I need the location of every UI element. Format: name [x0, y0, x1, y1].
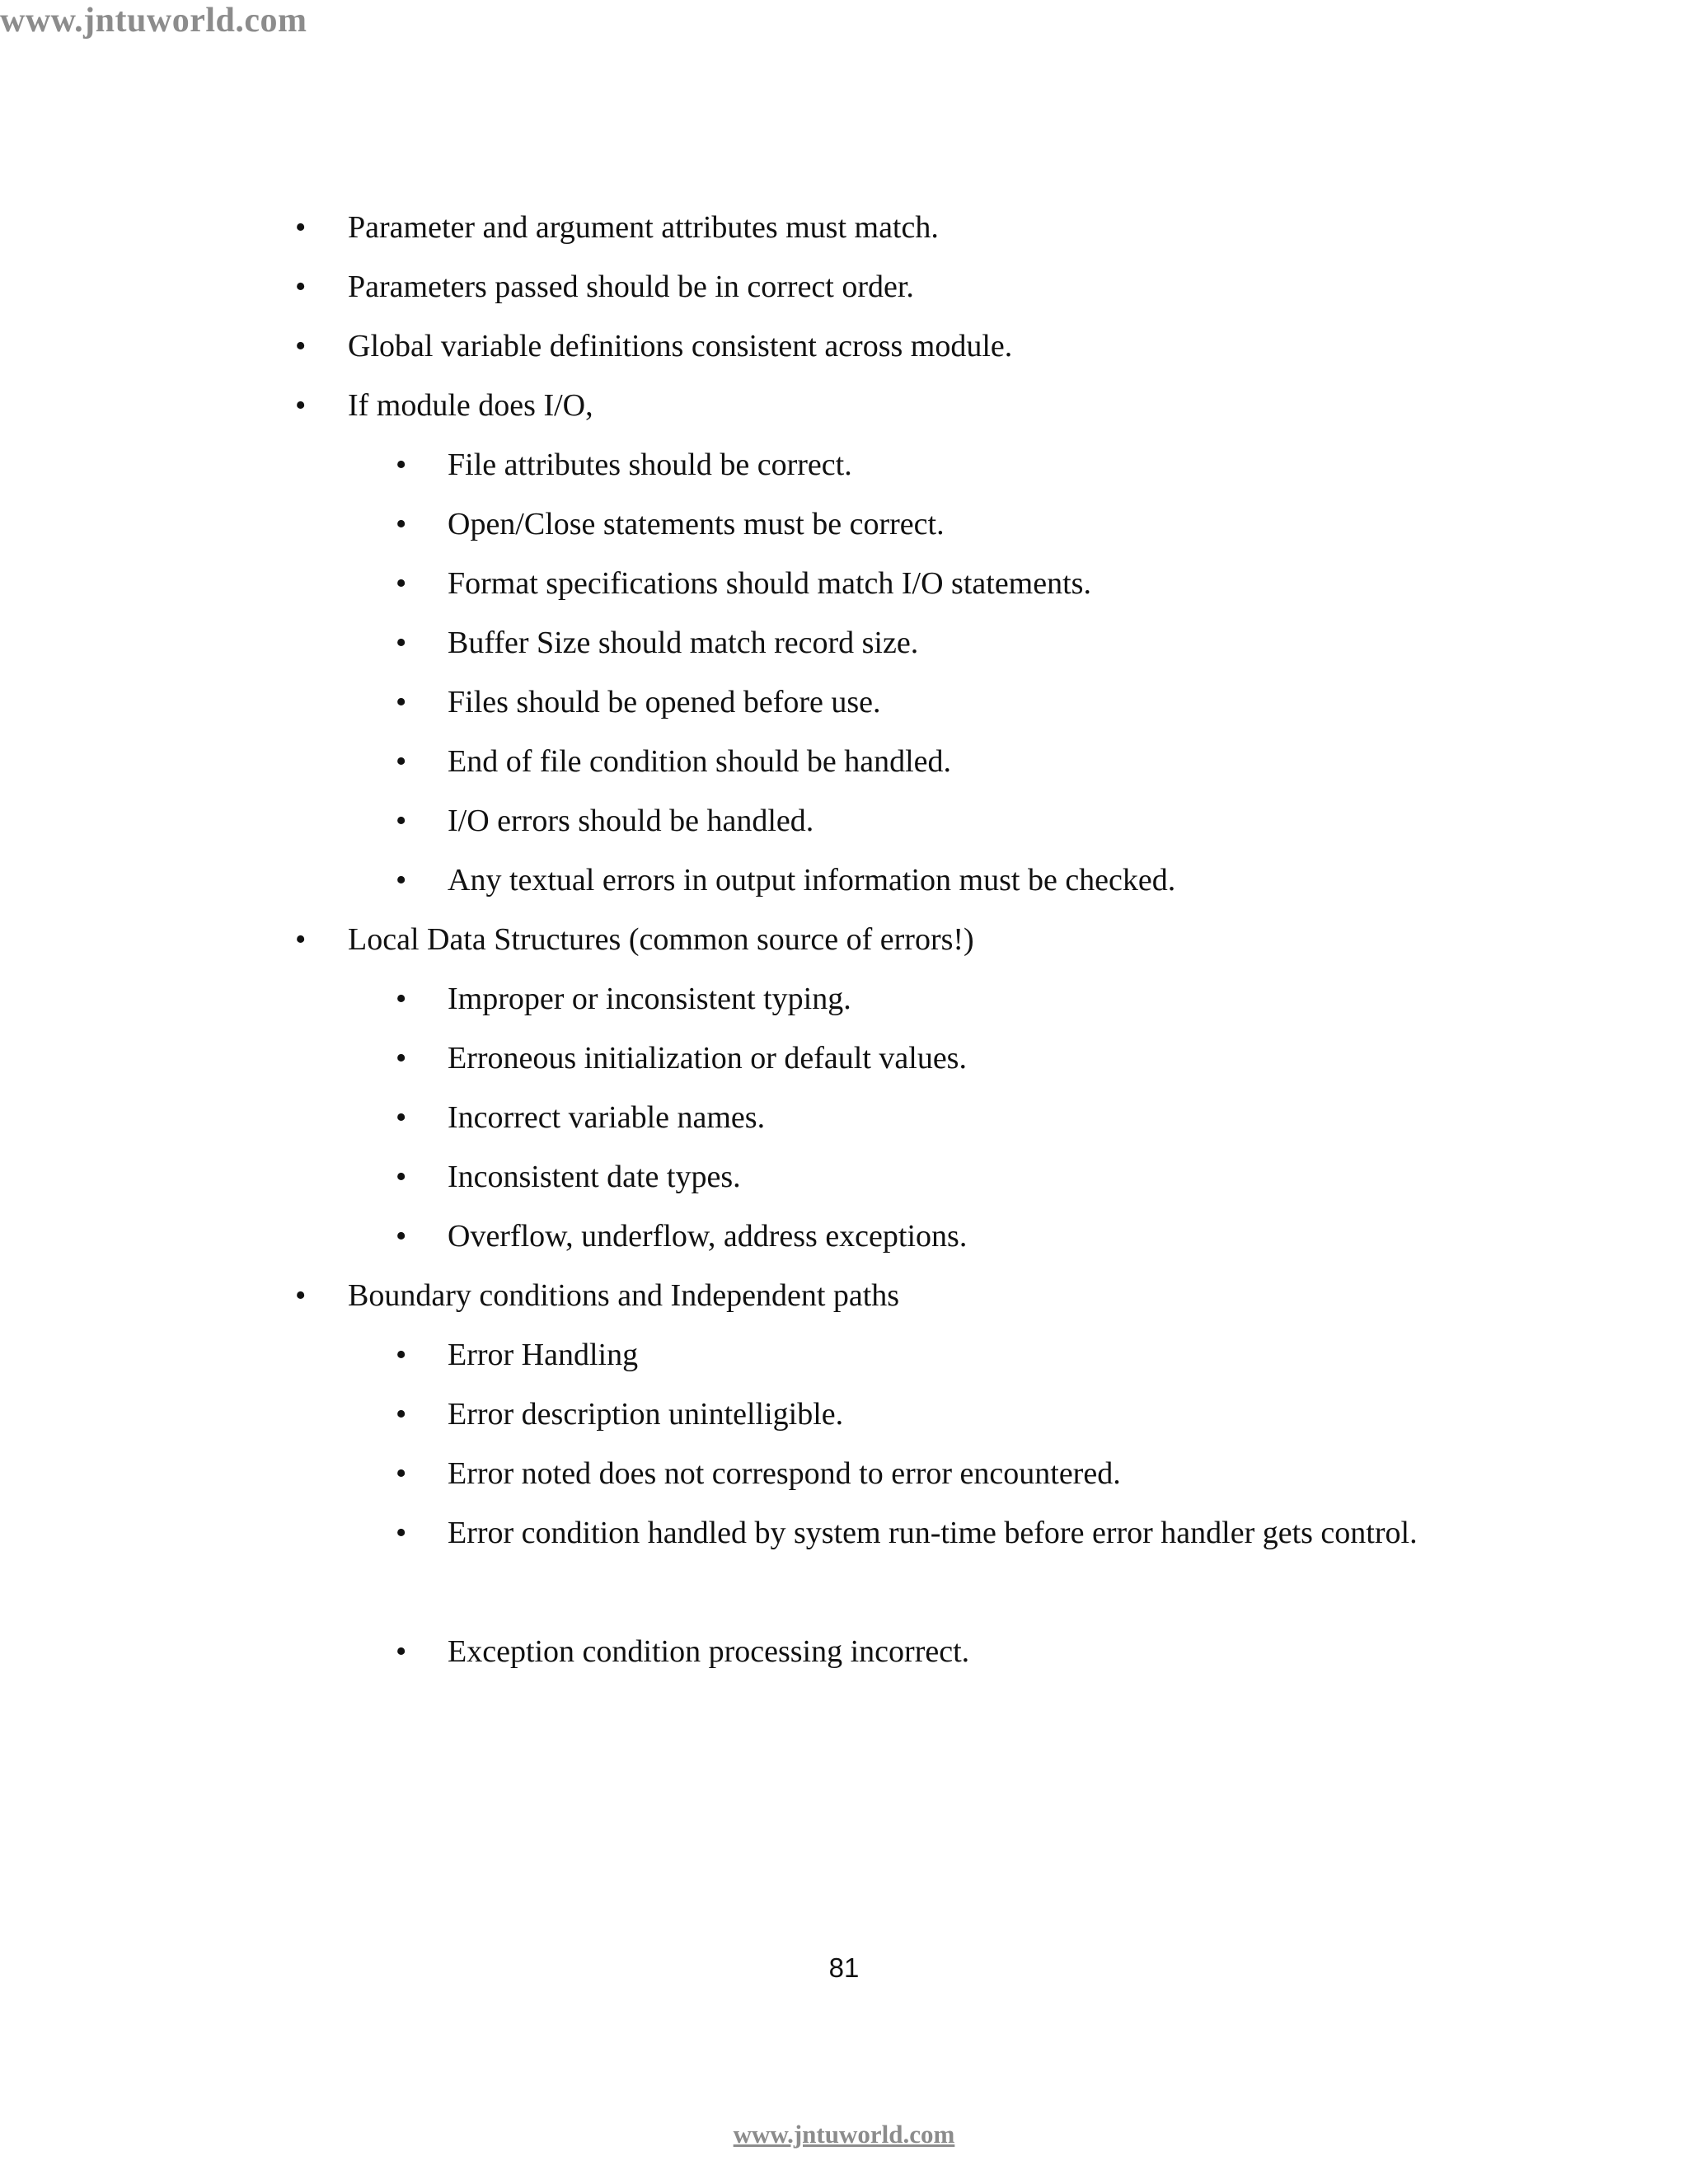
sub-list-item [0, 673, 1688, 732]
bullet-icon: • [396, 448, 407, 482]
bullet-icon: • [295, 210, 307, 245]
sub-list-item [0, 1088, 1688, 1147]
header-watermark: www.jntuworld.com [0, 2, 307, 40]
list-item-text: Parameter and argument attributes must match. [348, 210, 939, 245]
bullet-icon: • [295, 1278, 307, 1313]
bullet-list [0, 198, 1688, 1681]
list-item-text: File attributes should be correct. [448, 448, 852, 482]
bullet-icon: • [295, 388, 307, 423]
list-item [0, 376, 1688, 435]
list-item-text: Global variable definitions consistent across module. [348, 329, 1013, 363]
sub-list-item [0, 1147, 1688, 1207]
bullet-icon: • [396, 1456, 407, 1491]
list-item-text: Any textual errors in output information must be checked. [448, 863, 1176, 898]
list-item [0, 1266, 1688, 1325]
sub-list-item [0, 1207, 1688, 1266]
bullet-icon: • [396, 507, 407, 541]
bullet-icon: • [396, 566, 407, 601]
list-item-text: Open/Close statements must be correct. [448, 507, 945, 541]
list-item-text: Buffer Size should match record size. [448, 626, 919, 660]
sub-list-item [0, 1503, 1688, 1622]
bullet-icon: • [396, 744, 407, 779]
list-item-text: If module does I/O, [348, 388, 593, 423]
bullet-icon: • [396, 1160, 407, 1194]
list-item-text: End of file condition should be handled. [448, 744, 952, 779]
bullet-icon: • [396, 1219, 407, 1254]
bullet-icon: • [396, 1397, 407, 1432]
bullet-icon: • [396, 1041, 407, 1076]
page-number: 81 [828, 1952, 860, 1983]
sub-list-item [0, 1444, 1688, 1503]
sub-list-item [0, 613, 1688, 673]
bullet-icon: • [396, 804, 407, 838]
list-item [0, 198, 1688, 257]
list-item-text: Error Handling [448, 1338, 639, 1372]
list-item-text: Inconsistent date types. [448, 1160, 741, 1194]
sub-list-item [0, 435, 1688, 494]
list-item [0, 257, 1688, 316]
sub-list-item [0, 791, 1688, 851]
bullet-icon: • [396, 1634, 407, 1669]
list-item-text: Incorrect variable names. [448, 1100, 766, 1135]
list-item-text: Boundary conditions and Independent paths [348, 1278, 900, 1313]
list-item-text: Erroneous initialization or default values. [448, 1041, 967, 1076]
sub-list-item [0, 1029, 1688, 1088]
sub-list-item [0, 554, 1688, 613]
bullet-icon: • [396, 685, 407, 719]
sub-list-item [0, 732, 1688, 791]
list-item-text: Improper or inconsistent typing. [448, 982, 851, 1016]
bullet-icon: • [396, 1100, 407, 1135]
list-item-text: Exception condition processing incorrect. [448, 1634, 970, 1669]
bullet-icon: • [295, 269, 307, 304]
sub-list-item [0, 494, 1688, 554]
sub-list-item [0, 969, 1688, 1029]
list-item-text: Parameters passed should be in correct order. [348, 269, 914, 304]
bullet-icon: • [396, 982, 407, 1016]
list-item-text: Format specifications should match I/O statements. [448, 566, 1091, 601]
sub-list-item [0, 1325, 1688, 1385]
list-item-text: Overflow, underflow, address exceptions. [448, 1219, 968, 1254]
list-item-text: Error description unintelligible. [448, 1397, 844, 1432]
bullet-icon: • [295, 922, 307, 957]
list-item-text: I/O errors should be handled. [448, 804, 814, 838]
sub-list-item [0, 1385, 1688, 1444]
list-item-text: Local Data Structures (common source of errors!) [348, 922, 974, 957]
bullet-icon: • [396, 626, 407, 660]
sub-list-item [0, 851, 1688, 910]
bullet-icon: • [396, 863, 407, 898]
bullet-icon: • [396, 1516, 407, 1550]
footer-watermark-link[interactable]: www.jntuworld.com [733, 2120, 955, 2149]
sub-list-item [0, 1622, 1688, 1681]
list-item-text: Files should be opened before use. [448, 685, 881, 719]
bullet-icon: • [295, 329, 307, 363]
list-item [0, 910, 1688, 969]
list-item-text: Error condition handled by system run-time before error handler gets control. [448, 1516, 1418, 1550]
list-item-text: Error noted does not correspond to error encountered. [448, 1456, 1121, 1491]
bullet-icon: • [396, 1338, 407, 1372]
list-item [0, 316, 1688, 376]
